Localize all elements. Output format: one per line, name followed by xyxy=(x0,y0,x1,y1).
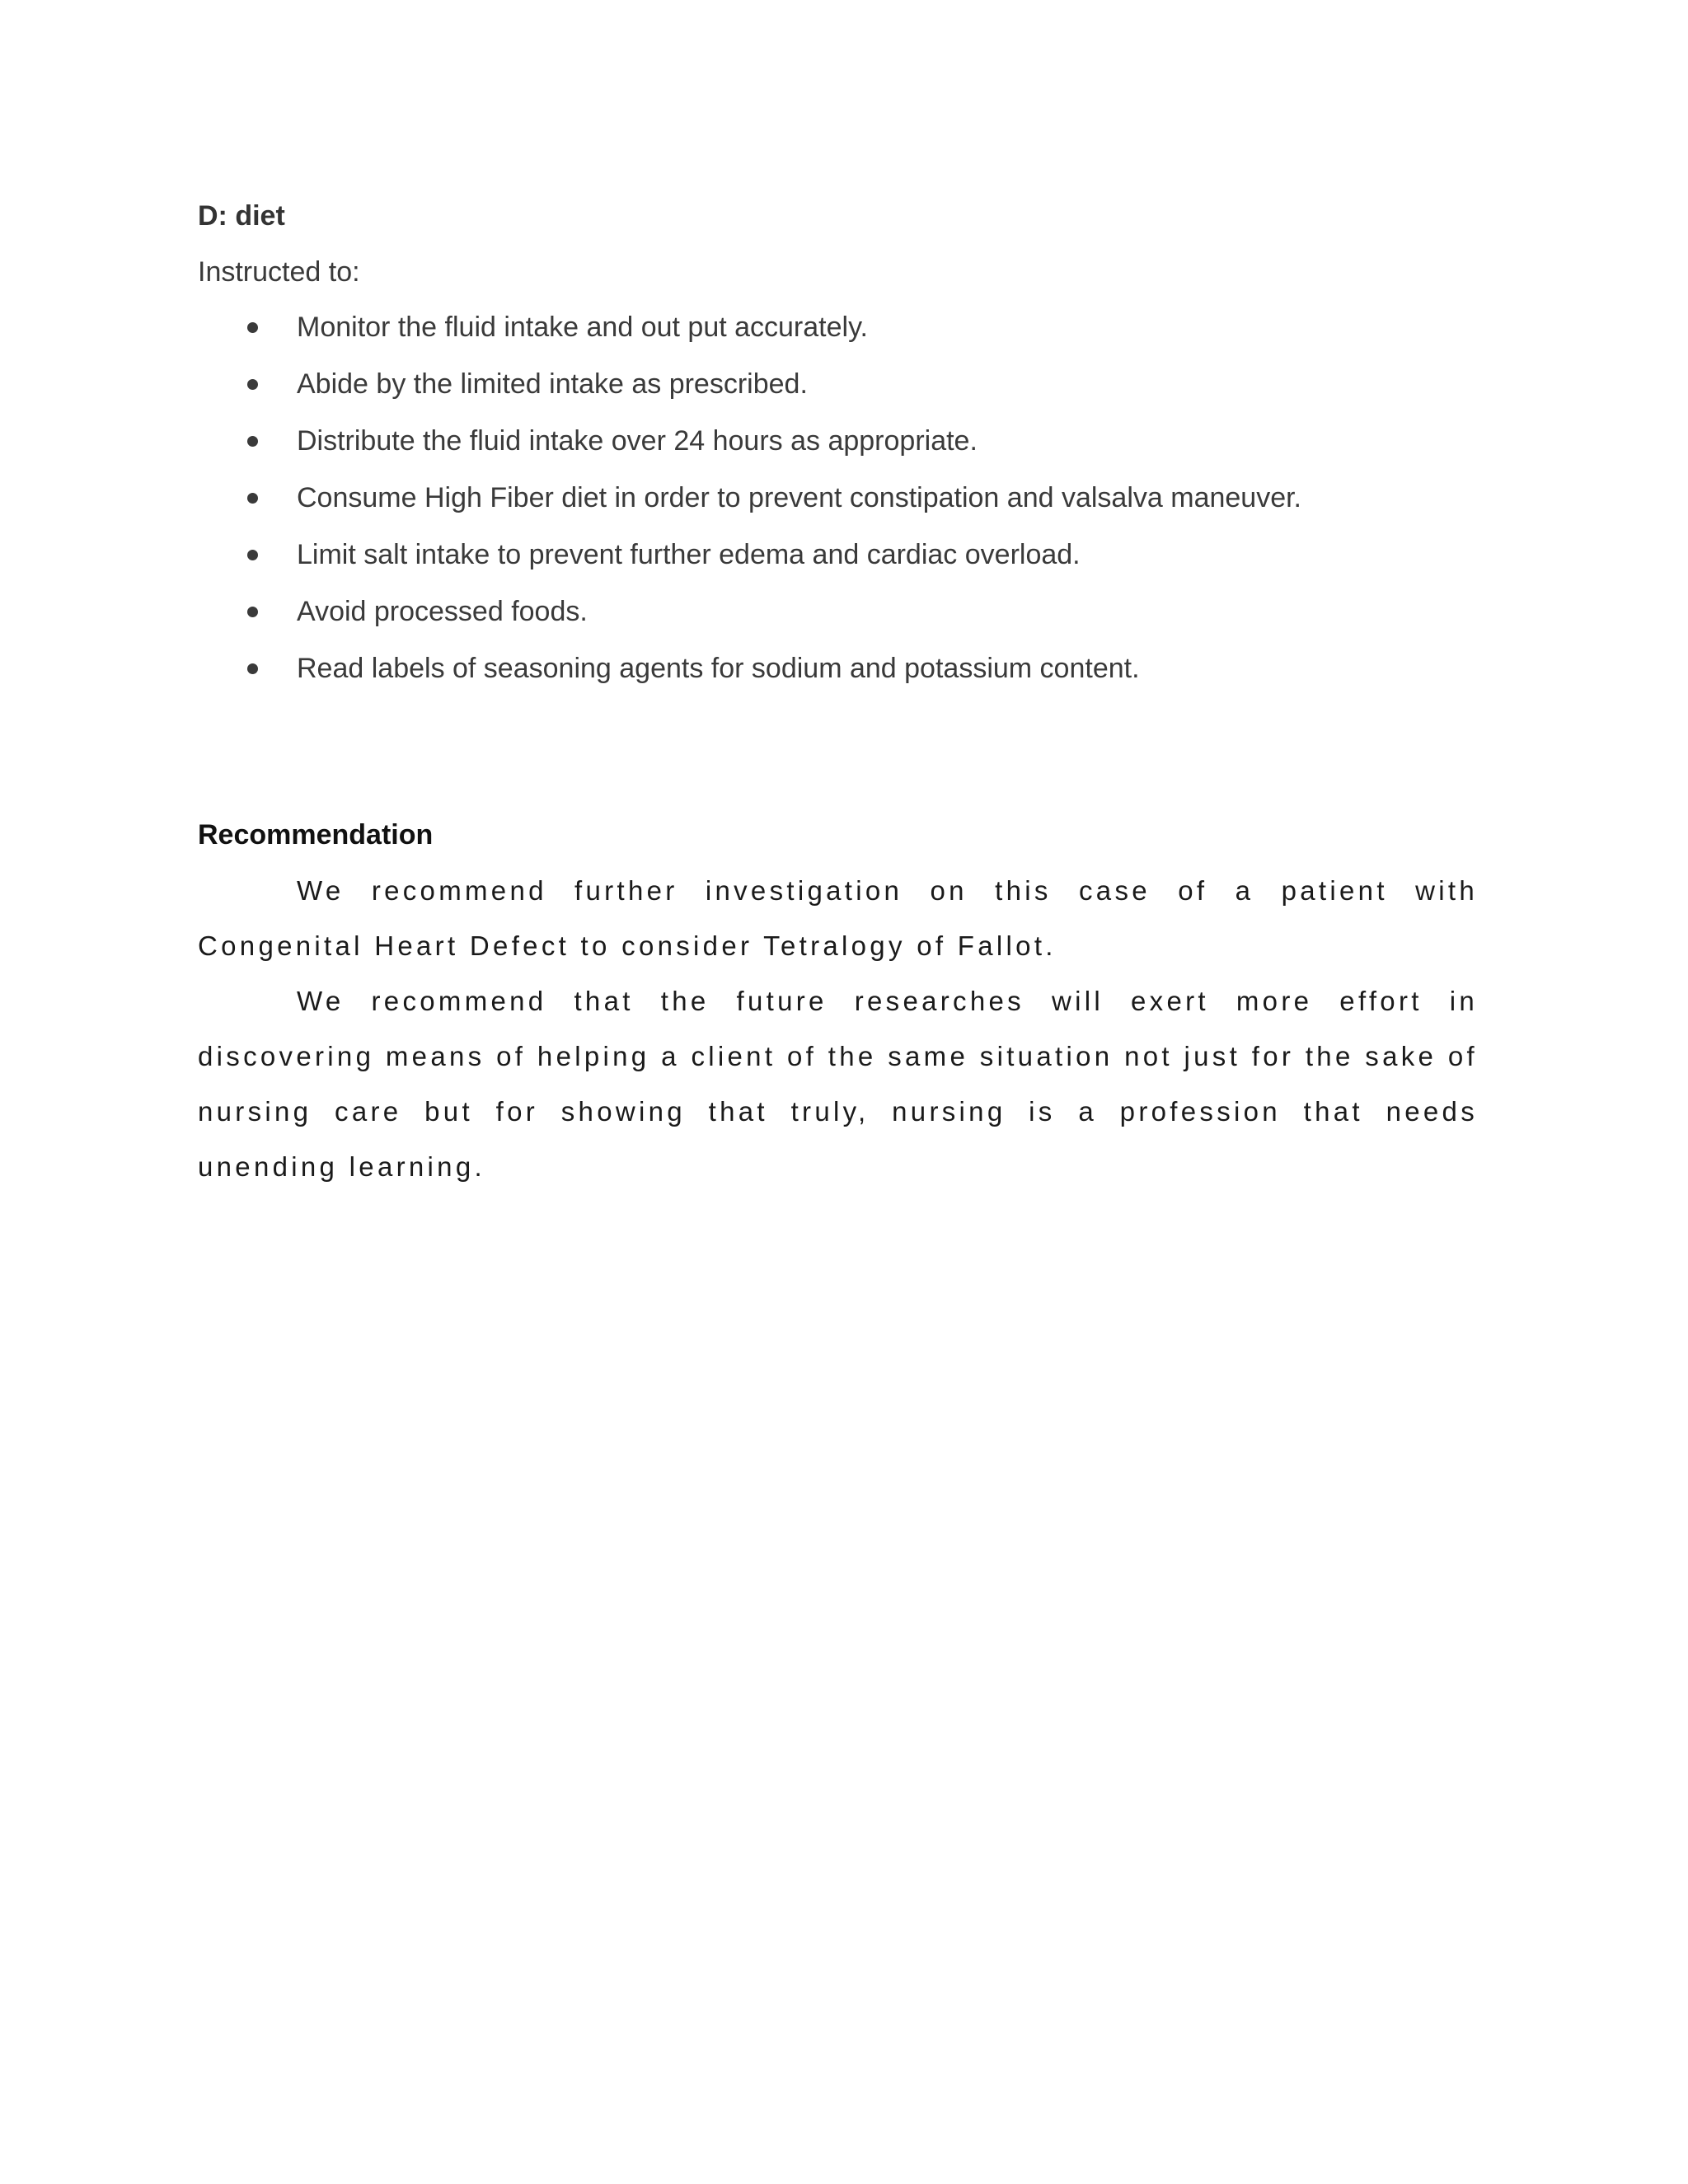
diet-instructions-list xyxy=(198,311,1484,709)
list-item xyxy=(198,595,1484,652)
list-item-text: Read labels of seasoning agents for sodium and potassium content. xyxy=(297,653,1140,684)
list-item xyxy=(198,311,1484,368)
bullet-icon xyxy=(247,493,258,504)
list-item xyxy=(198,481,1484,538)
diet-intro: Instructed to: xyxy=(198,256,360,288)
bullet-icon xyxy=(247,663,258,674)
list-item-text: Abide by the limited intake as prescribed. xyxy=(297,368,808,400)
list-item-text: Limit salt intake to prevent further edema and cardiac overload. xyxy=(297,539,1081,570)
bullet-icon xyxy=(247,322,258,333)
bullet-icon xyxy=(247,379,258,390)
list-item xyxy=(198,424,1484,481)
diet-heading: D: diet xyxy=(198,200,285,232)
list-item-text: Distribute the fluid intake over 24 hours as appropriate. xyxy=(297,425,978,457)
list-item xyxy=(198,652,1484,709)
list-item-text: Consume High Fiber diet in order to prevent constipation and valsalva maneuver. xyxy=(297,482,1302,513)
recommendation-paragraph: We recommend that the future researches will exert more effort in discovering means of helping a client of the same situation not just for the sake of nursing care but for showing that truly, nursing is a profession that needs unending learning. xyxy=(198,986,1478,1182)
list-item xyxy=(198,368,1484,424)
list-item-text: Avoid processed foods. xyxy=(297,596,588,627)
list-item-text: Monitor the fluid intake and out put accurately. xyxy=(297,312,868,343)
recommendation-heading: Recommendation xyxy=(198,819,434,851)
bullet-icon xyxy=(247,550,258,560)
recommendation-paragraph: We recommend further investigation on this case of a patient with Congenital Heart Defect to consider Tetralogy of Fallot. xyxy=(198,875,1478,961)
bullet-icon xyxy=(247,607,258,617)
list-item xyxy=(198,538,1484,595)
bullet-icon xyxy=(247,436,258,447)
